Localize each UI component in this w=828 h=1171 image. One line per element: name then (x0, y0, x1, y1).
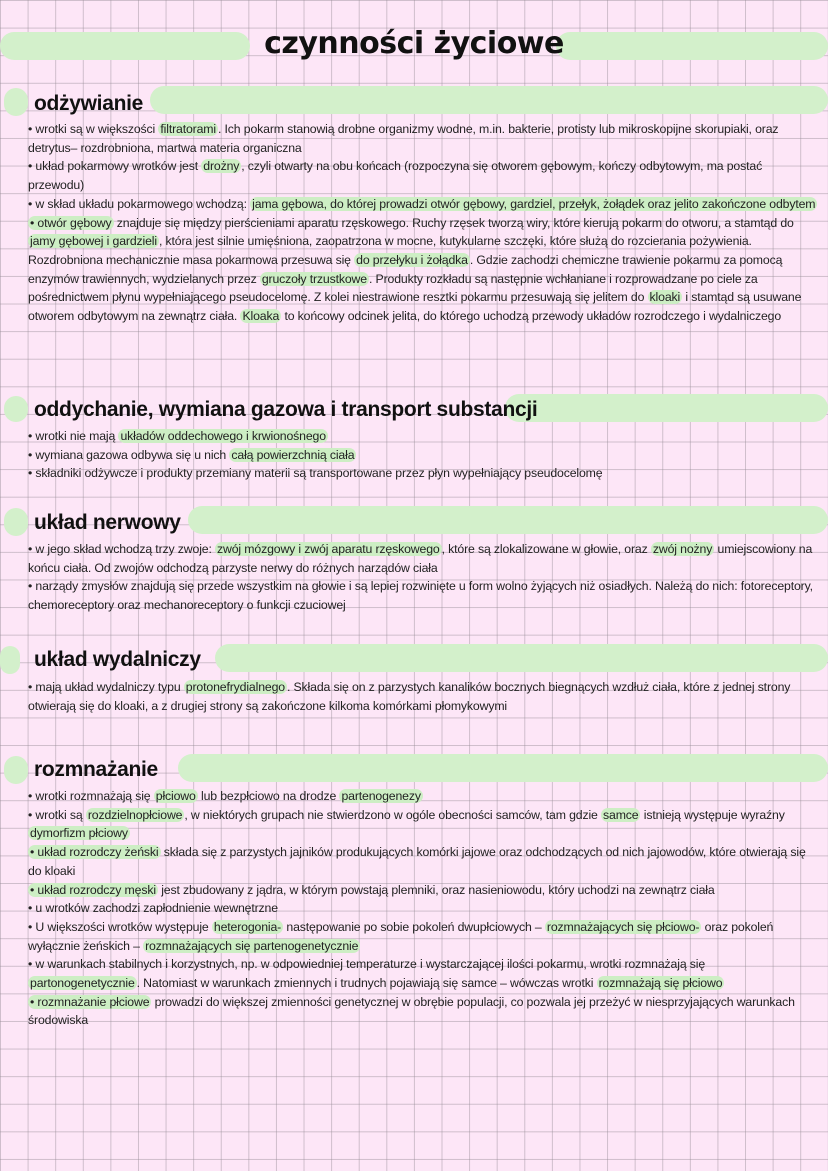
highlighted-text: dymorfizm płciowy (30, 826, 128, 841)
highlighted-text: całą powierzchnią ciała (231, 447, 355, 462)
bullet-text: składa się z parzystych jajników produkujących komórki jajowe oraz odchodzących od nich jajowodów, które otwierają się do kloaki (28, 845, 806, 878)
highlighted-text: do przełyku i żołądka (356, 252, 468, 267)
bullet-text: jest zbudowany z jądra, w którym powstają plemniki, oraz nasieniowodu, który uchodzi na zewnątrz ciała (157, 882, 715, 897)
highlighted-text: jamy gębowej i gardzieli (30, 234, 157, 249)
highlighted-text: rozmnażają się płciowo (598, 976, 723, 991)
highlighted-text: • układ rozrodczy męski (30, 882, 156, 897)
bullet-text: umiejscowiony na końcu ciała. Od zwojów odchodzą parzyste nerwy do różnych narządów ciała (28, 542, 813, 575)
highlighted-text: układów oddechowego i krwionośnego (120, 429, 326, 443)
section-body-rozmnazanie (28, 787, 818, 1030)
section-heading-oddychanie: oddychanie, wymiana gazowa i transport substancji (34, 398, 538, 421)
highlighted-text: zwój mózgowy i zwój aparatu rzęskowego (217, 542, 440, 556)
highlighted-text: rozmnażających się partenogenetycznie (145, 938, 359, 953)
bullet-text: . Natomiast w warunkach zmiennych i trudnych pojawiają się samce – wówczas wrotki (136, 976, 597, 991)
bullet-text: • U większości wrotków występuje (28, 919, 212, 934)
bullet-item (28, 427, 818, 446)
section-heading-odzywianie: odżywianie (34, 92, 144, 115)
bullet-text: , w niektórych grupach nie stwierdzono w ogóle obecności samców, tam gdzie (184, 807, 602, 822)
bullet-text: • składniki odżywcze i produkty przemiany materii są transportowane przez płyn wypełniający pseudocelomę (28, 466, 603, 481)
bullet-item (28, 806, 818, 843)
section-heading-uklad-nerwowy: układ nerwowy (34, 511, 181, 534)
bullet-text: • wrotki są (28, 807, 86, 822)
highlighted-text: protonefrydialnego (185, 680, 285, 694)
highlighted-text: jama gębowa, do której prowadzi otwór gębowy, gardziel, przełyk, żołądek oraz jelito zakończone odbytem (252, 196, 816, 211)
bullet-item (28, 195, 818, 214)
bullet-text: istnieją występuje wyraźny (640, 807, 785, 822)
bullet-text: to końcowy odcinek jelita, do którego uchodzą przewody układów rozrodczego i wydalniczego (281, 309, 782, 324)
heading-highlight (4, 756, 28, 784)
highlighted-text: • rozmnażanie płciowe (30, 994, 150, 1009)
heading-highlight (4, 508, 28, 536)
bullet-text: , czyli otwarty na obu końcach (rozpoczyna się otworem gębowym, kończy odbytowym, ma postać przewodu) (28, 159, 763, 193)
highlighted-text: gruczoły trzustkowe (261, 271, 367, 286)
bullet-text: i stamtąd są usuwane otworem odbytowym na zewnątrz ciała. (28, 290, 802, 324)
bullet-item (28, 120, 818, 157)
bullet-text: , które są zlokalizowane w głowie, oraz (441, 542, 651, 556)
heading-highlight (0, 646, 20, 674)
highlighted-text: Kloaka (242, 309, 280, 324)
bullet-item (28, 918, 818, 955)
heading-highlight (215, 644, 828, 672)
bullet-item (28, 787, 818, 806)
bullet-text: • w skład układu pokarmowego wchodzą: (28, 196, 251, 211)
bullet-text: . Gdzie zachodzi chemiczne trawienie pokarmu za pomocą enzymów trawiennych, wydzielanych przez (28, 252, 783, 286)
heading-highlight (4, 88, 28, 116)
bullet-item (28, 899, 818, 918)
bullet-text: • wrotki nie mają (28, 429, 119, 443)
bullet-item (28, 540, 818, 577)
section-heading-rozmnazanie: rozmnażanie (34, 758, 158, 781)
bullet-text: , która jest silnie umięśniona, zaopatrzona w mocne, kutykularne szczęki, które służą do rozcierania pożywienia. Rozdrobniona mechanicznie masa pokarmowa przesuwa się (28, 234, 752, 267)
highlighted-text: płciowo (155, 789, 196, 803)
page-title: czynności życiowe (264, 26, 564, 61)
bullet-text: oraz pokoleń wyłącznie żeńskich – (28, 919, 774, 953)
bullet-text: • układ pokarmowy wrotków jest (28, 159, 202, 174)
bullet-item (28, 843, 818, 880)
section-body-odzywianie (28, 120, 818, 326)
heading-highlight (178, 754, 828, 782)
bullet-item (28, 993, 818, 1030)
highlighted-text: partenogenezy (341, 789, 421, 803)
bullet-text: . Ich pokarm stanowią drobne organizmy wodne, m.in. bakterie, protisty lub mikroskopijne skorupiaki, oraz detrytus– rozdrobniona, martwa materia organiczna (28, 122, 779, 155)
bullet-text: • wymiana gazowa odbywa się u nich (28, 447, 230, 462)
bullet-text: • wrotki rozmnażają się (28, 789, 154, 803)
highlighted-text: samce (603, 807, 639, 822)
bullet-item (28, 446, 818, 465)
bullet-text: • narządy zmysłów znajdują się przede wszystkim na głowie i są lepiej rozwinięte u form wolno żyjących niż osiadłych. Należą do nich: fotoreceptory, chemoreceptory oraz mechanoreceptory o funkcji czuciowej (28, 579, 813, 613)
highlighted-text: • otwór gębowy (30, 215, 112, 230)
section-heading-uklad-wydalniczy: układ wydalniczy (34, 648, 201, 671)
bullet-text: • u wrotków zachodzi zapłodnienie wewnętrzne (28, 901, 278, 916)
highlighted-text: zwój nożny (652, 542, 713, 556)
bullet-text: . Składa się on z parzystych kanalików bocznych biegnących wzdłuż ciała, które z jednej strony otwierają się do kloaki, a z drugiej strony są zakończone kilkoma komórkami płomykowymi (28, 680, 791, 713)
bullet-text: • w warunkach stabilnych i korzystnych, np. w odpowiedniej temperaturze i wystarczającej ilości pokarmu, wrotki rozmnażają się (28, 957, 706, 972)
bullet-text: • wrotki są w większości (28, 122, 159, 136)
heading-highlight (188, 506, 828, 534)
bullet-text: lub bezpłciowo na drodze (197, 789, 340, 803)
section-body-oddychanie (28, 427, 818, 483)
section-body-uklad-nerwowy (28, 540, 818, 615)
bullet-item (28, 678, 818, 715)
heading-highlight (505, 394, 828, 422)
bullet-text: . Produkty rozkładu są następnie wchłaniane i rozprowadzane po ciele za pośrednictwem płynu wypełniającego pseudocelomę. Z kolei niestrawione resztki pokarmu przesuwają się jelitem do (28, 271, 758, 305)
bullet-text: następowanie po sobie pokoleń dwupłciowych – (283, 919, 545, 934)
bullet-text: • mają układ wydalniczy typu (28, 680, 184, 694)
bullet-item (28, 955, 818, 992)
highlighted-text: rozdzielnopłciowe (87, 807, 183, 822)
bullet-item (28, 577, 818, 614)
highlighted-text: partonogenetycznie (30, 976, 135, 991)
highlighted-text: heterogonia- (213, 919, 282, 934)
highlighted-text: filtratorami (160, 122, 216, 136)
highlighted-text: drożny (203, 159, 240, 174)
bullet-item (28, 157, 818, 194)
highlighted-text: rozmnażających się płciowo- (546, 919, 700, 934)
bullet-text: • w jego skład wchodzą trzy zwoje: (28, 542, 216, 556)
section-body-uklad-wydalniczy (28, 678, 818, 715)
heading-highlight (150, 86, 828, 114)
bullet-item (28, 214, 818, 326)
bullet-item (28, 881, 818, 900)
highlighted-text: kloaki (649, 290, 681, 305)
highlighted-text: • układ rozrodczy żeński (30, 845, 159, 860)
bullet-text: prowadzi do większej zmienności genetycznej w obrębie populacji, co pozwala jej przeżyć w niesprzyjających warunkach środowiska (28, 994, 795, 1028)
heading-highlight (4, 396, 28, 422)
bullet-text: znajduje się między pierścieniami aparatu rzęskowego. Ruchy rzęsek tworzą wiry, które kierują pokarm do otworu, a stamtąd do (113, 215, 794, 230)
bullet-item (28, 464, 818, 483)
